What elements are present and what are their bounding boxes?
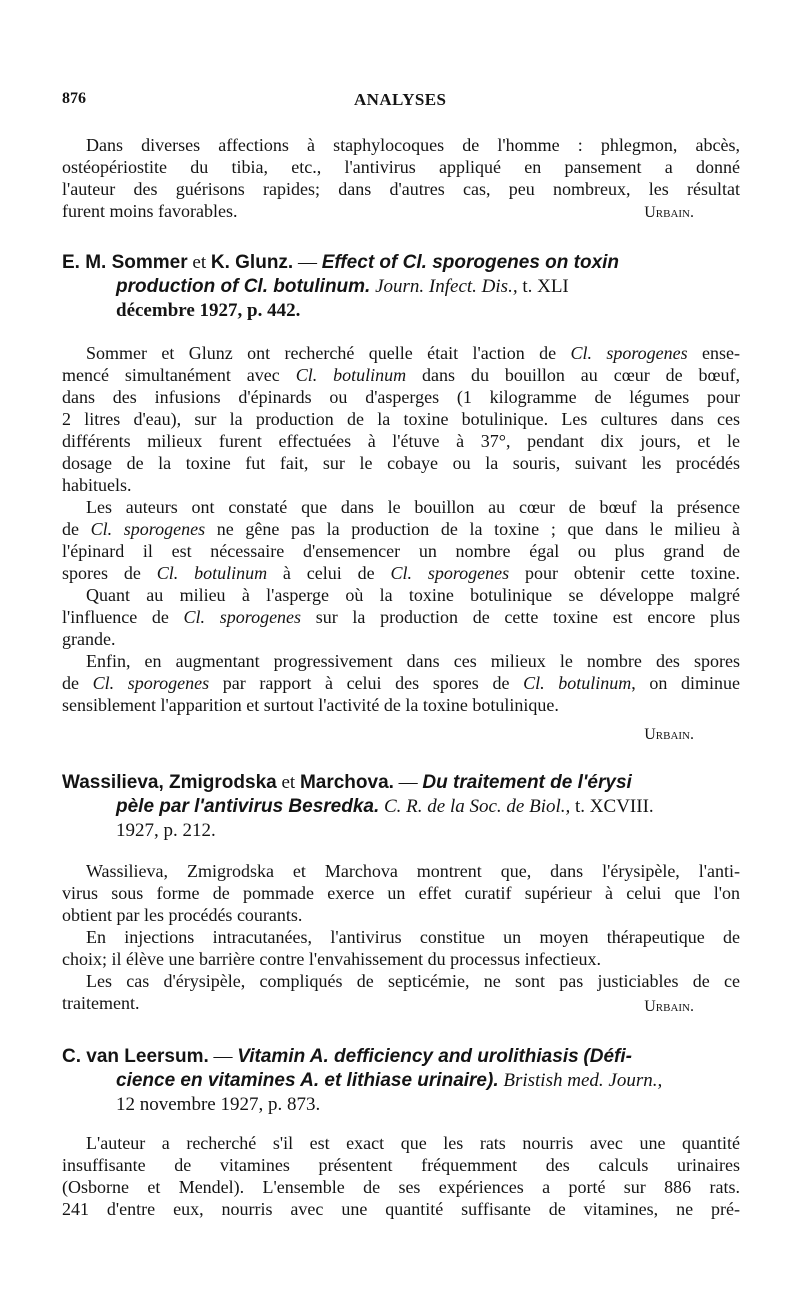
body-line: obtient par les procédés courants. xyxy=(62,905,303,925)
body-line: insuffisante de vitamines présentent fréquemment des calculs urinaires xyxy=(62,1155,740,1175)
body-line: ostéopériostite du tibia, etc., l'antivirus appliqué en pansement a donné xyxy=(62,157,740,177)
body-line: traitement. xyxy=(62,993,140,1013)
body-line: l'épinard il est nécessaire d'ensemencer un nombre égal ou plus grand de xyxy=(62,541,740,561)
body-line: choix; il élève une barrière contre l'envahissement du processus infectieux. xyxy=(62,949,602,969)
body-line: habituels. xyxy=(62,475,132,495)
reference-line xyxy=(116,1094,320,1116)
reference-journal: Bristish med. Journ., xyxy=(503,1070,663,1091)
body-line: Les cas d'érysipèle, compliqués de septicémie, ne sont pas justiciables de ce xyxy=(86,971,740,991)
reference-journal: C. R. de la Soc. de Biol., xyxy=(384,796,571,817)
body-line: (Osborne et Mendel). L'ensemble de ses expériences a porté sur 886 rats. xyxy=(62,1177,740,1197)
body-line: différents milieux furent effectuées à l'étuve à 37°, pendant dix jours, et le xyxy=(62,431,740,451)
body-line: Enfin, en augmentant progressivement dans ces milieux le nombre des spores xyxy=(86,651,740,671)
reference-title: Du traitement de l'érysi xyxy=(422,772,632,793)
signature: Urbain. xyxy=(644,998,694,1015)
reference-title: cience en vitamines A. et lithiase urinaire). xyxy=(116,1070,499,1091)
page-header xyxy=(62,90,738,116)
reference-line xyxy=(116,820,216,842)
body-line: Dans diverses affections à staphylocoques de l'homme : phlegmon, abcès, xyxy=(86,135,740,155)
reference-journal: Journ. Infect. Dis., xyxy=(375,276,518,297)
body-line: En injections intracutanées, l'antivirus constitue un moyen thérapeutique de xyxy=(86,927,740,947)
reference-authors: K. Glunz. xyxy=(210,252,294,273)
body-line: dans des infusions d'épinards ou d'asperges (1 kilogramme de légumes pour xyxy=(62,387,740,407)
reference-title: Vitamin A. defficiency and urolithiasis xyxy=(237,1046,579,1067)
body-line: virus sous forme de pommade exerce un effet curatif supérieur à celui que l'on xyxy=(62,883,740,903)
reference-line xyxy=(62,772,632,794)
reference-date: décembre 1927, p. 442. xyxy=(116,300,301,321)
reference-connector: et xyxy=(281,772,296,793)
reference-title: Effect of Cl. sporogenes on toxin xyxy=(321,252,620,273)
body-line: L'auteur a recherché s'il est exact que les rats nourris avec une quantité xyxy=(86,1133,740,1153)
reference-date: 12 novembre 1927, p. 873. xyxy=(116,1094,321,1115)
reference-line xyxy=(116,300,300,322)
body-line: 2 litres d'eau), sur la production de la toxine botulinique. Les cultures dans ces xyxy=(62,409,740,429)
reference-dash: — xyxy=(213,1046,233,1067)
reference-authors: C. van Leersum. xyxy=(62,1046,209,1067)
reference-line xyxy=(62,252,619,274)
body-line: Les auteurs ont constaté que dans le bouillon au cœur de bœuf la présence xyxy=(86,497,740,517)
body-line: furent moins favorables. xyxy=(62,201,238,221)
reference-title: pèle par l'antivirus Besredka. xyxy=(116,796,380,817)
body-line: Wassilieva, Zmigrodska et Marchova montrent que, dans l'érysipèle, l'anti- xyxy=(86,861,740,881)
reference-line xyxy=(62,1046,632,1068)
body-line: sensiblement l'apparition et surtout l'activité de la toxine botulinique. xyxy=(62,695,559,715)
body-line: de Cl. sporogenes ne gêne pas la production de la toxine ; que dans le milieu à xyxy=(62,519,740,539)
reference-volume: t. XCVIII. xyxy=(575,796,654,817)
body-line: mencé simultanément avec Cl. botulinum dans du bouillon au cœur de bœuf, xyxy=(62,365,741,385)
body-line: de Cl. sporogenes par rapport à celui des spores de Cl. botulinum, on diminue xyxy=(62,673,740,693)
reference-title: production of Cl. botulinum. xyxy=(116,276,371,297)
reference-volume: t. XLI xyxy=(522,276,569,297)
body-line: l'auteur des guérisons rapides; dans d'autres cas, peu nombreux, les résultat xyxy=(62,179,740,199)
reference-authors: Wassilieva, Zmigrodska xyxy=(62,772,277,793)
reference-dash: — xyxy=(297,252,317,273)
running-head: ANALYSES xyxy=(354,90,447,109)
page-number: 876 xyxy=(62,90,86,107)
reference-line xyxy=(116,796,654,818)
reference-dash: — xyxy=(398,772,418,793)
reference-authors: E. M. Sommer xyxy=(62,252,188,273)
reference-date: 1927, p. 212. xyxy=(116,820,216,841)
reference-line xyxy=(116,1070,662,1092)
reference-title: (Défi- xyxy=(583,1046,632,1067)
reference-line xyxy=(116,276,569,298)
body-line: Sommer et Glunz ont recherché quelle était l'action de Cl. sporogenes ense- xyxy=(86,343,740,363)
body-line: Quant au milieu à l'asperge où la toxine botulinique se développe malgré xyxy=(86,585,740,605)
body-line: dosage de la toxine fut fait, sur le cobaye ou la souris, suivant les procédés xyxy=(62,453,740,473)
body-line: 241 d'entre eux, nourris avec une quantité suffisante de vitamines, ne pré- xyxy=(62,1199,740,1219)
body-line: grande. xyxy=(62,629,116,649)
signature: Urbain. xyxy=(644,726,694,743)
signature: Urbain. xyxy=(644,204,694,221)
reference-authors: Marchova. xyxy=(299,772,394,793)
body-line: l'influence de Cl. sporogenes sur la production de cette toxine est encore plus xyxy=(62,607,740,627)
reference-connector: et xyxy=(192,252,207,273)
body-line: spores de Cl. botulinum à celui de Cl. sporogenes pour obtenir cette toxine. xyxy=(62,563,740,583)
